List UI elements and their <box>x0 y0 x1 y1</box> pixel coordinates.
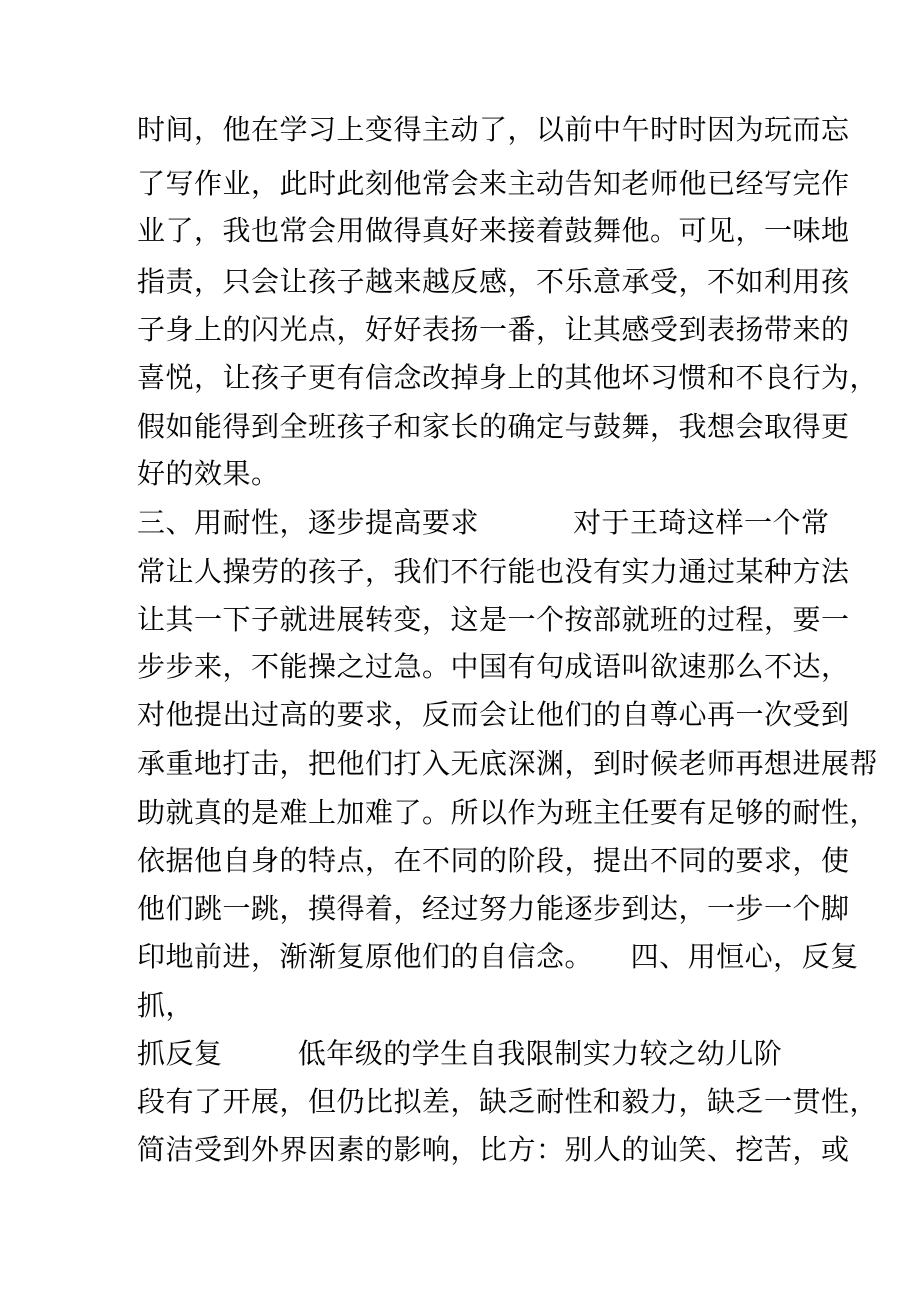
text-line: 喜悦，让孩子更有信念改掉身上的其他坏习惯和不良行为， <box>137 361 879 394</box>
text-line: 步步来，不能操之过急。中国有句成语叫欲速那么不达， <box>137 650 850 683</box>
text-line: 业了，我也常会用做得真好来接着鼓舞他。可见，一味地 <box>137 214 850 247</box>
text-line: 好的效果。 <box>137 457 280 490</box>
text-line: 承重地打击，把他们打入无底深渊，到时候老师再想进展帮 <box>137 747 879 780</box>
text-line: 常让人操劳的孩子，我们不行能也没有实力通过某种方法 <box>137 555 850 588</box>
text-line: 段有了开展，但仍比拟差，缺乏耐性和毅力，缺乏一贯性， <box>137 1085 879 1118</box>
section-heading-line: 三、用耐性，逐步提高要求 对于王琦这样一个常 <box>137 506 830 539</box>
text-line: 假如能得到全班孩子和家长的确定与鼓舞，我想会取得更 <box>137 410 850 443</box>
text-line: 子身上的闪光点，好好表扬一番，让其感受到表扬带来的 <box>137 313 850 346</box>
text-line: 简洁受到外界因素的影响，比方：别人的讪笑、挖苦，或 <box>137 1133 850 1166</box>
text-line: 时间，他在学习上变得主动了，以前中午时时因为玩而忘 <box>137 113 850 146</box>
text-line: 印地前进，渐渐复原他们的自信念。 四、用恒心，反复 <box>137 940 859 973</box>
text-line: 了写作业，此时此刻他常会来主动告知老师他已经写完作 <box>137 167 850 200</box>
text-line: 他们跳一跳，摸得着，经过努力能逐步到达，一步一个脚 <box>137 892 850 925</box>
section-heading-line: 抓反复 低年级的学生自我限制实力较之幼儿阶 <box>137 1037 783 1070</box>
text-line: 让其一下子就进展转变，这是一个按部就班的过程，要一 <box>137 603 850 636</box>
text-line: 依据他自身的特点，在不同的阶段，提出不同的要求，使 <box>137 844 850 877</box>
text-line: 助就真的是难上加难了。所以作为班主任要有足够的耐性， <box>137 796 879 829</box>
text-line: 指责，只会让孩子越来越反感，不乐意承受，不如利用孩 <box>137 265 850 298</box>
text-line: 抓， <box>137 989 195 1022</box>
text-line: 对他提出过高的要求，反而会让他们的自尊心再一次受到 <box>137 698 850 731</box>
